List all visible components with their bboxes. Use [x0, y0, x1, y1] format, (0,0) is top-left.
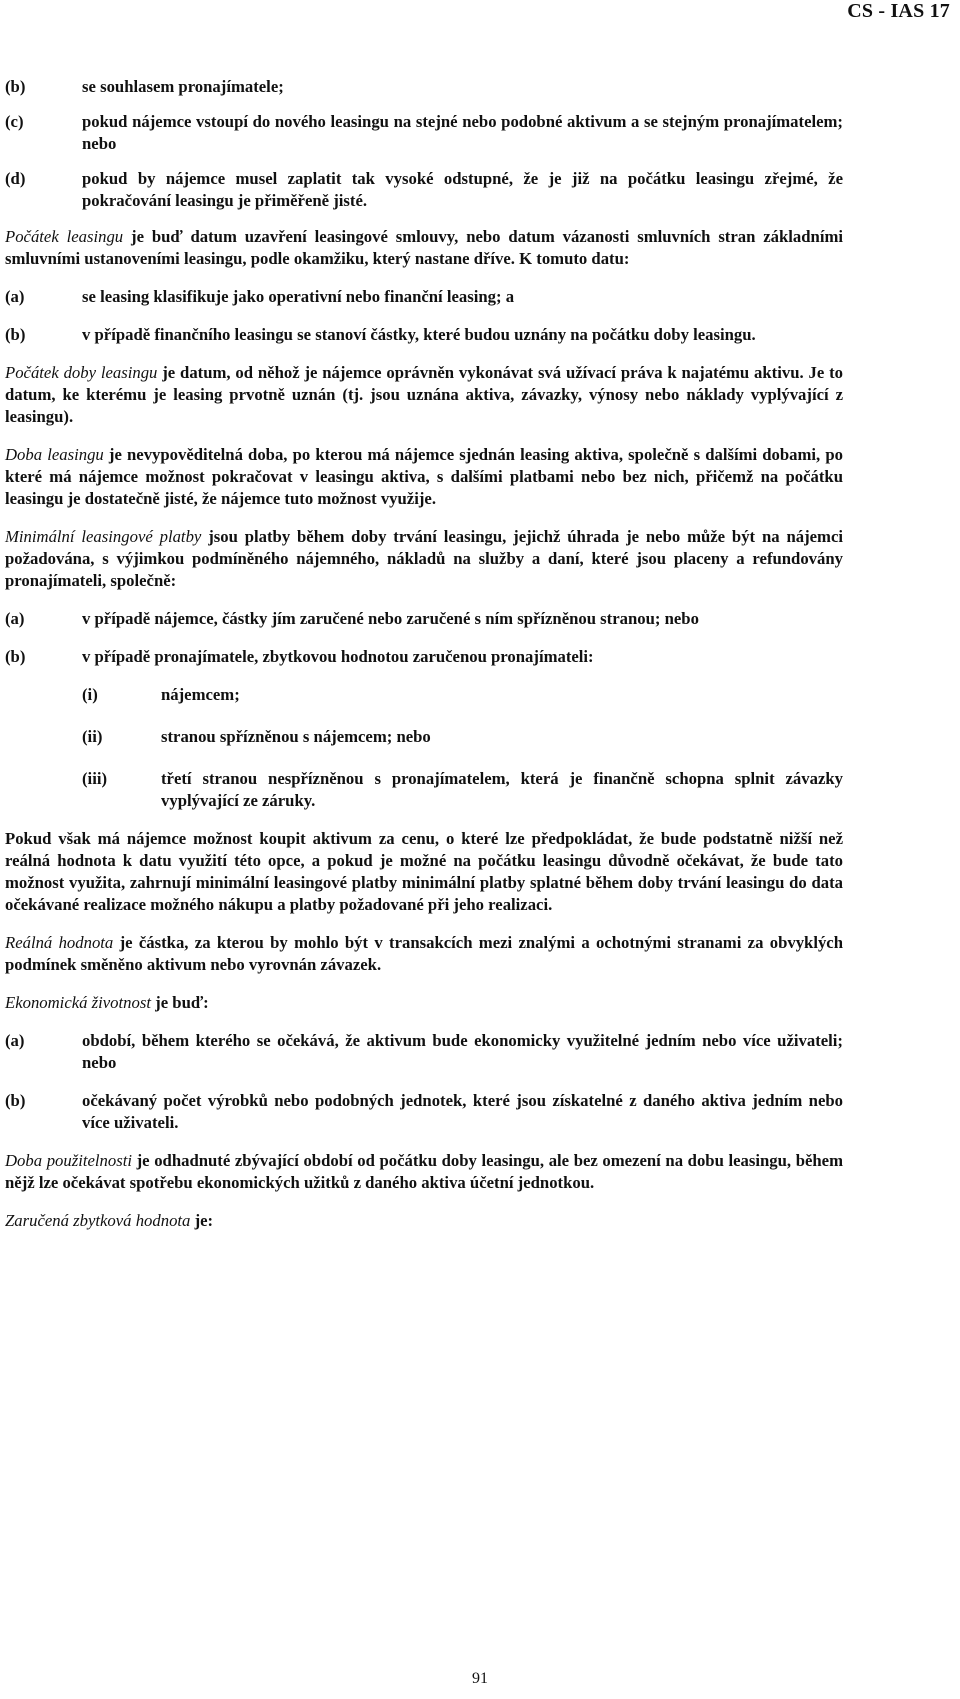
sub-list-item-label: (ii): [82, 727, 103, 746]
definition-zarucena-zbytkova-hodnota: [5, 1210, 843, 1232]
page-header-code: CS - IAS 17: [847, 0, 950, 22]
definition-text: je datum, od něhož je nájemce oprávněn vykonávat svá užívací práva k najatému aktivu. Je to datum, ke kterému je leasing prvotně uznán (tj. jsou uznána aktiva, závazky, výnosy nebo náklady vyplývající z leasingu).: [5, 363, 843, 426]
definition-pocatek-leasingu: [5, 226, 843, 270]
list-item: [5, 1090, 843, 1134]
definition-text: je buď:: [150, 993, 209, 1012]
sub-list-item: [82, 726, 843, 748]
list-item: [5, 646, 843, 668]
definition-pocatek-doby-leasingu: [5, 362, 843, 428]
list-item-text: očekávaný počet výrobků nebo podobných jednotek, které jsou získatelné z daného aktiva jedním nebo více uživateli.: [82, 1091, 843, 1132]
paragraph-pokud: Pokud však má nájemce možnost koupit aktivum za cenu, o které lze předpokládat, že bude podstatně nižší než reálná hodnota k datu využití této opce, a pokud je možné na počátku leasingu důvodně očekávat, že bude tato možnost využita, zahrnují minimální leasingové platby minimální platby splatné během doby trvání leasingu do data očekávané realizace možného nákupu a platby požadované při jeho realizaci.: [5, 829, 843, 914]
list-item-label: (a): [5, 287, 25, 306]
sub-list-item: [82, 768, 843, 812]
definition-doba-pouzitelnosti: [5, 1150, 843, 1194]
list-item: [5, 608, 843, 630]
definition-minimalni-leasingove-platby: [5, 526, 843, 592]
list-item-label: (b): [5, 325, 26, 344]
list-item-label: (b): [5, 1091, 26, 1110]
page-number: 91: [472, 1670, 488, 1687]
list-item-label: (a): [5, 1031, 25, 1050]
definition-term: Zaručená zbytková hodnota: [5, 1211, 191, 1230]
list-item-label: (d): [5, 169, 26, 188]
list-item-label: (c): [5, 112, 24, 131]
definition-doba-leasingu: [5, 444, 843, 510]
definition-term: Doba leasingu: [5, 445, 104, 464]
definition-text: je:: [190, 1211, 214, 1230]
list-item-text: v případě finančního leasingu se stanoví částky, které budou uznány na počátku doby leasingu.: [82, 325, 756, 344]
list-item-text: v případě pronajímatele, zbytkovou hodnotou zaručenou pronajímateli:: [82, 647, 594, 666]
list-item: [5, 76, 843, 98]
list-item-text: se leasing klasifikuje jako operativní nebo finanční leasing; a: [82, 287, 515, 306]
definition-text: je buď datum uzavření leasingové smlouvy, nebo datum vázanosti smluvních stran základními smluvními ustanoveními leasingu, podle okamžiku, který nastane dříve. K tomuto datu:: [5, 227, 844, 268]
list-item-label: (b): [5, 77, 26, 96]
sub-list-item-text: nájemcem;: [161, 685, 240, 704]
definition-text: je odhadnuté zbývající období od počátku doby leasingu, ale bez omezení na dobu leasingu, během nějž lze očekávat spotřebu ekonomických užitků z daného aktiva účetní jednotkou.: [5, 1151, 843, 1192]
definition-term: Doba použitelnosti: [5, 1151, 132, 1170]
sub-list-item-text: stranou spřízněnou s nájemcem; nebo: [161, 727, 431, 746]
list-item-text: v případě nájemce, částky jím zaručené nebo zaručené s ním spřízněnou stranou; nebo: [82, 609, 699, 628]
list-item: [5, 168, 843, 212]
definition-term: Počátek leasingu: [5, 227, 124, 246]
list-item-label: (b): [5, 647, 26, 666]
definition-text: je částka, za kterou by mohlo být v transakcích mezi znalými a ochotnými stranami za obvyklých podmínek směněno aktivum nebo vyrovnán závazek.: [5, 933, 843, 974]
definition-term: Minimální leasingové platby: [5, 527, 202, 546]
list-item: [5, 1030, 843, 1074]
list-item-text: pokud nájemce vstoupí do nového leasingu na stejné nebo podobné aktivum a se stejným pronajímatelem; nebo: [82, 112, 843, 153]
list-item-text: období, během kterého se očekává, že aktivum bude ekonomicky využitelné jedním nebo více uživateli; nebo: [82, 1031, 843, 1072]
list-item-label: (a): [5, 609, 25, 628]
list-item-text: se souhlasem pronajímatele;: [82, 77, 284, 96]
sub-list-item-text: třetí stranou nespřízněnou s pronajímatelem, která je finančně schopna splnit závazky vyplývající ze záruky.: [161, 769, 843, 810]
definition-term: Počátek doby leasingu: [5, 363, 158, 382]
definition-term: Ekonomická životnost: [5, 993, 151, 1012]
definition-term: Reálná hodnota: [5, 933, 114, 952]
list-item: [5, 111, 843, 155]
list-item: [5, 286, 843, 308]
definition-text: je nevypověditelná doba, po kterou má nájemce sjednán leasing aktiva, společně s dalšími dobami, po které má nájemce možnost pokračovat v leasingu aktiva, s dalšími platbami nebo bez nich, přičemž na počátku leasingu je dostatečně jisté, že nájemce tuto možnost využije.: [5, 445, 843, 508]
sub-list-item-label: (i): [82, 685, 98, 704]
list-item-text: pokud by nájemce musel zaplatit tak vysoké odstupné, že je již na počátku leasingu zřejmé, že pokračování leasingu je přiměřeně jisté.: [82, 169, 843, 210]
sub-list-item: [82, 684, 843, 706]
sub-list-item-label: (iii): [82, 769, 108, 788]
document-body: [5, 76, 843, 1248]
list-item: [5, 324, 843, 346]
definition-ekonomicka-zivotnost: [5, 992, 843, 1014]
definition-realna-hodnota: [5, 932, 843, 976]
definition-text: jsou platby během doby trvání leasingu, jejichž úhrada je nebo může být na nájemci požadována, s výjimkou podmíněného nájemného, nákladů na služby a daní, které jsou placeny a refundovány pronajímateli, společně:: [5, 527, 843, 590]
